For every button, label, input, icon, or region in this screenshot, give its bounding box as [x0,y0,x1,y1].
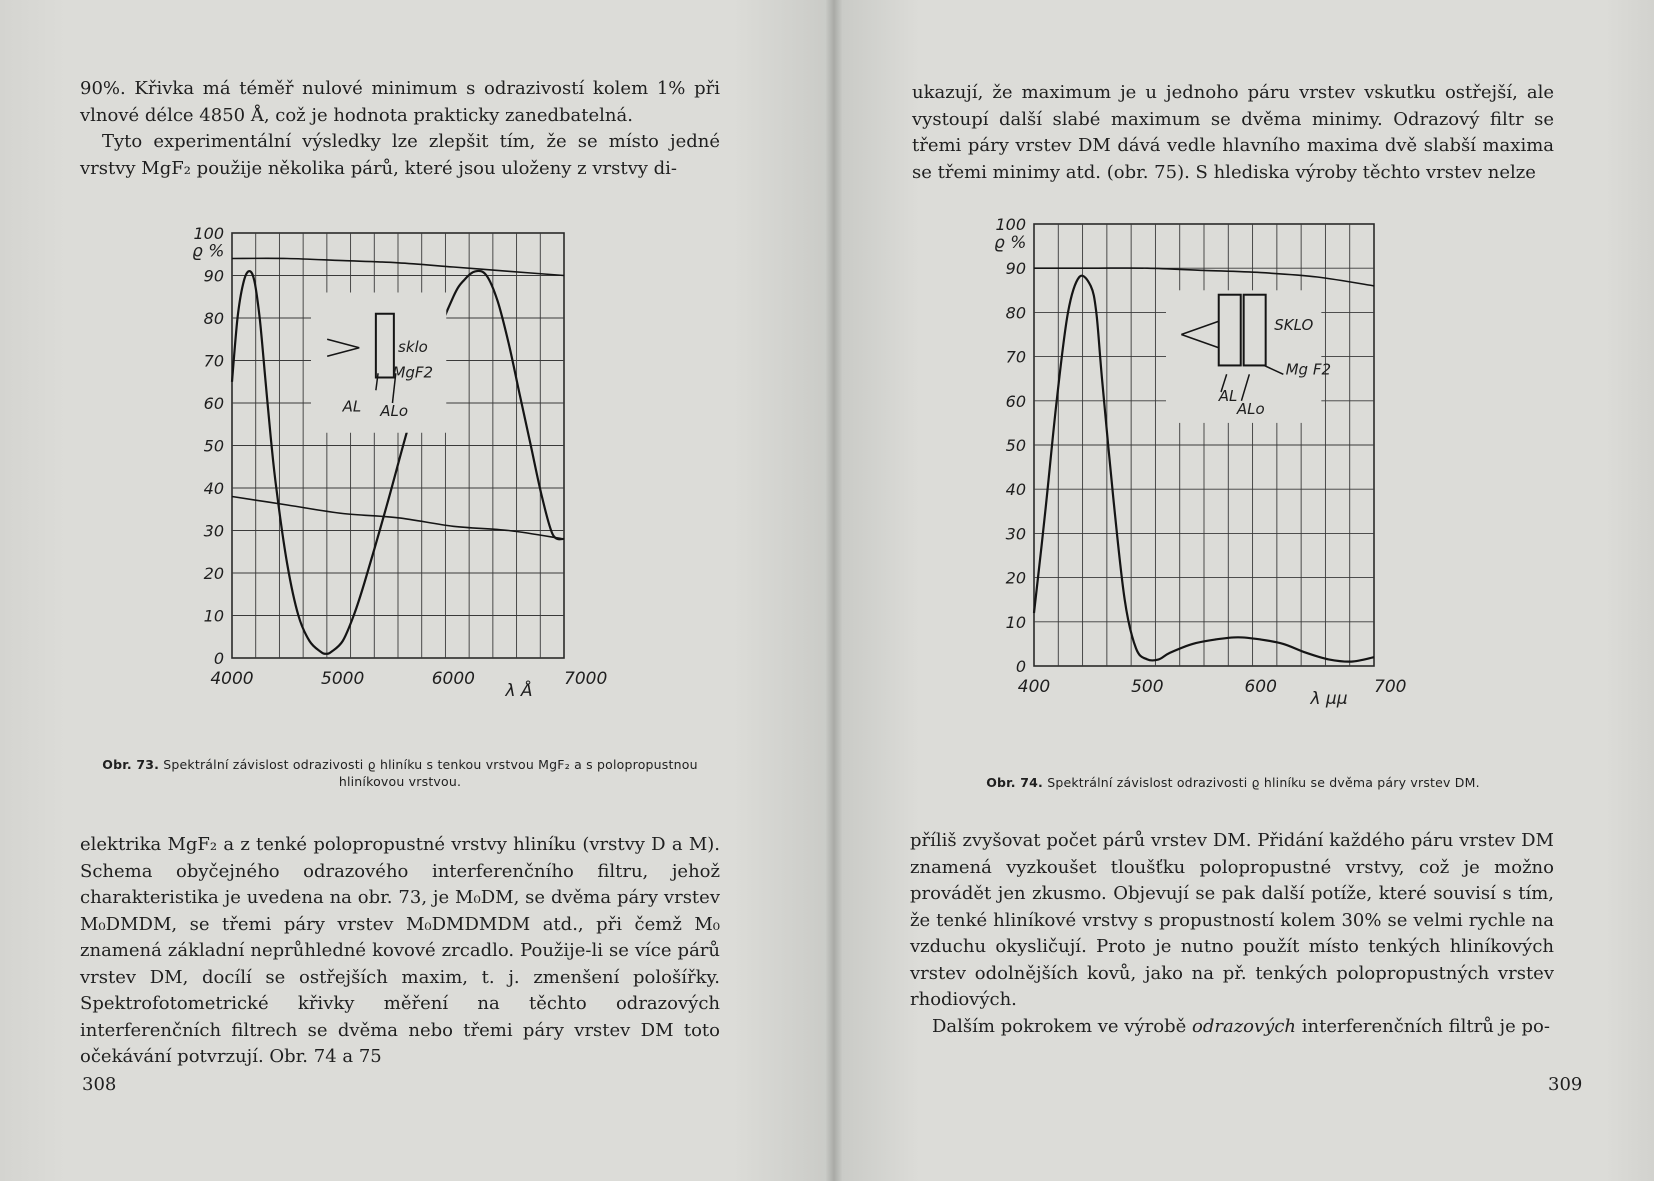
x-tick-label: 500 [1131,677,1164,697]
y-tick-label: 10 [1005,612,1026,632]
inset-label-dielectric: MgF2 [392,363,434,382]
x-tick-label: 5000 [321,669,365,689]
right-paragraph-3-emphasis: odrazových [1192,1015,1297,1037]
right-paragraph-2: příliš zvyšovat počet párů vrstev DM. Přidání každého páru vrstev DM znamená vyzkoušet tloušťku polopropustné vrstvy, což je možno provádět jen zkusmo. Objevují se pak další potíže, které souvisí s tím, že tenké hliníkové vrstvy s propustností kolem 30% se velmi rychle na vzduchu okysličují. Proto je nutno použít místo tenkých hliníkových vrstev odolnějších kovů, jako na př. tenkých polopropustných vrstev rhodiových. [910,830,1554,1010]
left-top-text [80,76,720,182]
inset-label-metal-base: ALo [380,401,409,420]
left-paragraph-2: Tyto experimentální výsledky lze zlepšit tím, že se místo jedné vrstvy MgF₂ použije několika párů, které jsou uloženy z vrstvy di- [80,131,720,179]
chart-obr-74 [994,210,1480,750]
inset-label-glass: SKLO [1274,316,1314,335]
right-bottom-text [910,828,1554,1040]
y-tick-label: 60 [1005,391,1026,411]
y-tick-label: 70 [1005,347,1026,367]
x-tick-label: 7000 [564,669,608,689]
x-axis-label: λ μμ [1310,689,1348,709]
inset-label-glass: sklo [398,338,428,356]
book-gutter [826,0,842,1181]
y-tick-label: 60 [203,394,224,413]
y-tick-label: 80 [1005,303,1026,323]
right-caption-text: Spektrální závislost odrazivosti ϱ hliníku se dvěma páry vrstev DM. [1047,775,1480,790]
y-tick-label: 20 [1005,568,1026,588]
y-tick-label: 0 [213,649,224,668]
right-paragraph-3-start: Dalším pokrokem ve výrobě [932,1015,1187,1037]
right-paragraph-3-end: interferenčních filtrů je po- [1301,1015,1550,1037]
right-top-text [912,80,1554,186]
right-caption [912,774,1554,791]
y-tick-label: 50 [1005,436,1026,455]
x-axis-label: λ Å [505,681,533,701]
y-tick-label: 0 [1015,657,1026,676]
y-tick-label: 70 [203,351,224,371]
y-axis-label: ϱ % [192,241,225,262]
x-tick-label: 400 [1017,677,1051,697]
right-caption-label: Obr. 74. [986,775,1043,790]
x-tick-label: 700 [1374,677,1407,697]
inset-label-metal: AL [1218,386,1238,405]
x-tick-label: 600 [1244,677,1277,697]
y-tick-label: 50 [203,436,224,456]
inset-label-metal: AL [342,397,362,416]
left-paragraph-1: 90%. Křivka má téměř nulové minimum s odrazivostí kolem 1% při vlnové délce 4850 Å, což je hodnota prakticky zanedbatelná. [80,78,720,126]
left-caption [80,756,720,790]
left-caption-text: Spektrální závislost odrazivosti ϱ hliníku s tenkou vrstvou MgF₂ a s polopropustnou hliníkovou vrstvou. [163,757,698,789]
right-paragraph-1: ukazují, že maximum je u jednoho páru vrstev vskutku ostřejší, ale vystoupí další slabé maximum se dvěma minimy. Odrazový filtr se třemi páry vrstev DM dává vedle hlavního maxima dvě slabší maxima se třemi minimy atd. (obr. 75). S hlediska výroby těchto vrstev nelze [912,82,1554,183]
y-tick-label: 30 [203,521,224,541]
left-bottom-text [80,832,720,1071]
y-tick-label: 20 [203,564,224,583]
y-axis-label: ϱ % [994,233,1027,254]
y-tick-label: 40 [203,479,224,498]
right-paragraph-3 [910,1014,1554,1041]
x-tick-label: 4000 [210,669,254,689]
y-tick-label: 90 [203,266,224,286]
chart-obr-73 [170,205,620,735]
y-tick-label: 30 [1005,524,1026,544]
inset-label-dielectric: Mg F2 [1285,360,1332,379]
y-tick-label: 10 [203,606,224,626]
y-tick-label: 90 [1005,259,1026,279]
inset-label-metal-base: ALo [1236,400,1265,419]
y-tick-label: 40 [1005,480,1026,500]
left-page-number: 308 [82,1074,117,1095]
y-tick-label: 100 [995,215,1026,234]
y-tick-label: 80 [203,309,224,328]
y-tick-label: 100 [193,224,224,243]
left-paragraph-3: elektrika MgF₂ a z tenké polopropustné vrstvy hliníku (vrstvy D a M). Schema obyčejného odrazového interferenčního filtru, jehož charakteristika je uvedena na obr. 73, je M₀DM, se dvěma páry vrstev M₀DMDM, se třemi páry vrstev M₀DMDMDM atd., při čemž M₀ znamená základní neprůhledné kovové zrcadlo. Použije-li se více párů vrstev DM, docílí se ostřejších maxim, t. j. zmenšení pološířky. Spektrofotometrické křivky měření na těchto odrazových interferenčních filtrech se dvěma nebo třemi páry vrstev DM toto očekávání potvrzují. Obr. 74 a 75 [80,834,720,1067]
right-page-number: 309 [1548,1074,1583,1095]
x-tick-label: 6000 [431,669,475,689]
left-caption-label: Obr. 73. [102,757,160,772]
